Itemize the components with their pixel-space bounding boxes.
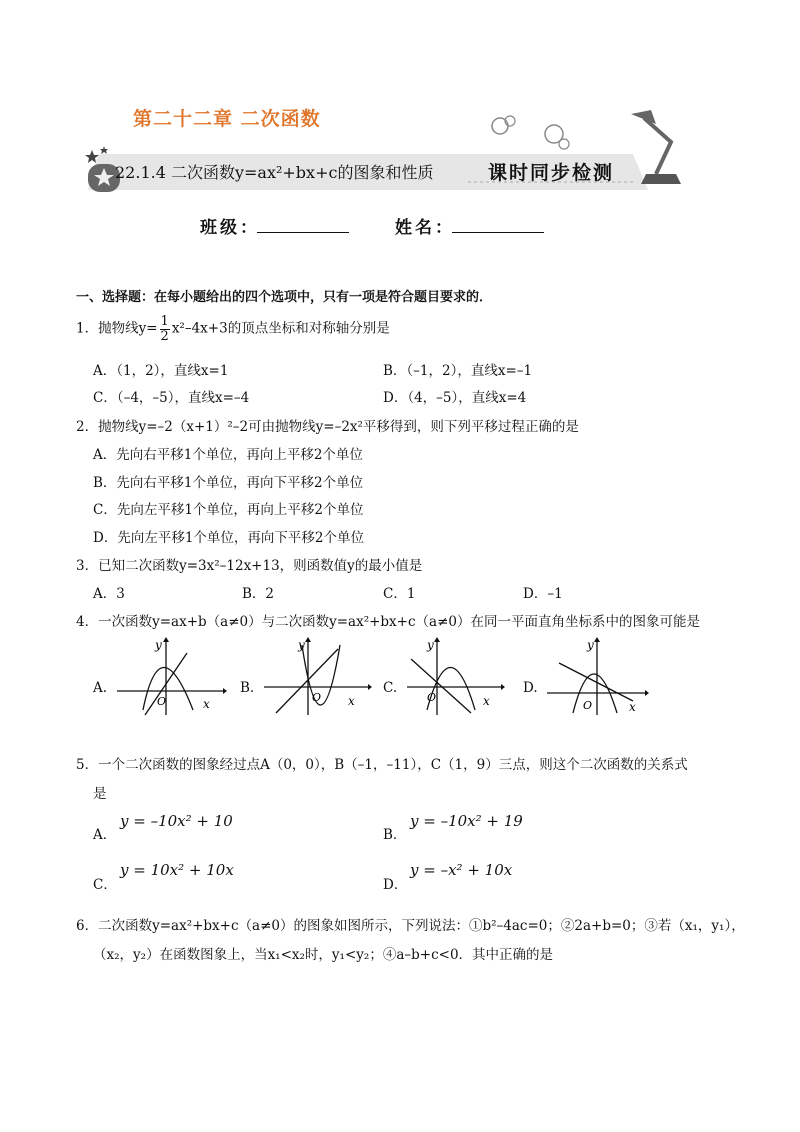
q1-fraction [160,315,170,343]
name-field[interactable] [452,232,544,233]
q1-option-a[interactable]: A．（1，2），直线x=1 [93,363,229,379]
q1-option-d[interactable]: D．（4，–5），直线x=4 [383,390,527,406]
q4c-origin: O [427,691,437,704]
sync-label: 课时同步检测 [488,162,615,184]
q4-option-d-label[interactable]: D. [523,680,538,696]
q4d-origin: O [583,699,593,712]
q3-option-a[interactable]: A．3 [93,586,125,602]
question-6-line-1: 6．二次函数y=ax²+bx+c（a≠0）的图象如图所示，下列说法：①b²–4ac=0；②2a+b=0；③若（x₁，y₁）， [76,918,745,934]
q4-option-c-label[interactable]: C. [383,680,398,696]
q4b-origin: O [312,691,322,704]
q4-graph-c[interactable] [405,635,505,717]
q5-option-a-label[interactable]: A． [93,827,117,843]
question-3: 3．已知二次函数y=3x²–12x+13，则函数值y的最小值是 [76,558,423,574]
question-1 [76,315,390,343]
name-label: 姓名： [395,218,455,238]
section-title: 一、选择题：在每小题给出的四个选项中，只有一项是符合题目要求的． [76,290,493,305]
q4b-axis-x: x [348,694,355,708]
q4-graph-b[interactable] [262,635,372,717]
q5-option-d-formula[interactable]: y = –x² + 10x [410,861,513,879]
q1-stem-post: x²–4x+3的顶点坐标和对称轴分别是 [171,320,390,337]
q4c-axis-x: x [483,694,490,708]
q3-option-b[interactable]: B．2 [242,586,275,602]
question-5-line-2: 是 [93,786,107,802]
q5-option-d-label[interactable]: D． [383,877,408,893]
q4-option-a-label[interactable]: A. [93,680,108,696]
q2-option-b[interactable]: B．先向右平移1个单位，再向下平移2个单位 [93,475,364,491]
q1-stem-pre: 1．抛物线y= [76,320,158,337]
class-label: 班级： [200,218,260,238]
q4a-origin: O [157,695,167,708]
q5-option-b-label[interactable]: B． [383,827,407,843]
q3-option-c[interactable]: C．1 [383,586,416,602]
chapter-title: 第二十二章 二次函数 [133,108,321,130]
q1-frac-num: 1 [160,314,169,329]
q2-option-d[interactable]: D．先向左平移1个单位，再向下平移2个单位 [93,530,365,546]
q1-frac-den: 2 [160,328,169,344]
question-5-line-1: 5．一个二次函数的图象经过点A（0，0），B（–1，–11），C（1，9）三点，则这个二次函数的关系式 [76,757,688,773]
q4d-axis-x: x [629,700,636,714]
q4a-axis-x: x [203,697,210,711]
q1-option-c[interactable]: C．（–4，–5），直线x=–4 [93,390,250,406]
q5-option-a-formula[interactable]: y = –10x² + 10 [120,812,233,830]
q4-option-b-label[interactable]: B. [240,680,255,696]
q4a-axis-y: y [155,638,162,652]
q4d-axis-y: y [587,638,594,652]
question-4: 4．一次函数y=ax+b（a≠0）与二次函数y=ax²+bx+c（a≠0）在同一平面直角坐标系中的图象可能是 [76,614,700,630]
class-field[interactable] [257,232,349,233]
q4-graph-d[interactable] [545,635,650,717]
q4c-axis-y: y [427,638,434,652]
q3-option-d[interactable]: D．–1 [523,586,563,602]
q2-option-c[interactable]: C．先向左平移1个单位，再向上平移2个单位 [93,502,364,518]
q5-option-c-formula[interactable]: y = 10x² + 10x [120,861,234,879]
lesson-title: 22.1.4 二次函数y=ax²+bx+c的图象和性质 [115,163,434,182]
question-2: 2．抛物线y=–2（x+1）²–2可由抛物线y=–2x²平移得到，则下列平移过程正确的是 [76,419,579,435]
question-6-line-2: （x₂，y₂）在函数图象上，当x₁<x₂时，y₁<y₂；④a–b+c<0．其中正确的是 [93,947,554,963]
q1-option-b[interactable]: B．（–1，2），直线x=–1 [383,363,533,379]
q2-option-a[interactable]: A．先向右平移1个单位，再向上平移2个单位 [93,447,363,463]
q5-option-b-formula[interactable]: y = –10x² + 19 [410,812,523,830]
q5-option-c-label[interactable]: C． [93,877,117,893]
q4b-axis-y: y [298,638,305,652]
q4-graph-a[interactable] [115,635,227,717]
